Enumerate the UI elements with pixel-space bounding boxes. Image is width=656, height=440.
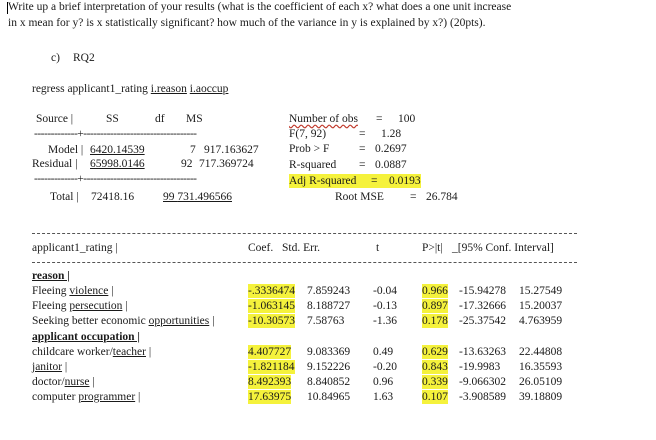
group-heading: applicant occupation | <box>32 331 140 343</box>
total-df: 99 <box>163 191 175 203</box>
row-label-sep: | <box>89 376 95 388</box>
coef-value: 8.492393 <box>248 376 292 388</box>
ci-low-value: -17.32666 <box>459 300 506 312</box>
residual-ms: 717.369724 <box>199 158 254 170</box>
anova-header-ms: MS <box>186 113 203 125</box>
row-label-term: programmer <box>78 391 136 403</box>
ci-high-value: 15.20037 <box>519 300 563 312</box>
p-value: 0.897 <box>422 300 448 312</box>
p-value: 0.339 <box>422 376 448 388</box>
se-value: 8.188727 <box>307 300 351 312</box>
anova-dashes-1: -------------+---------------------------------- <box>34 128 197 140</box>
t-value: 1.63 <box>373 391 394 403</box>
row-label-prefix: Fleeing <box>32 285 70 297</box>
t-value: -1.36 <box>373 315 397 327</box>
coef-header-ci <box>452 241 554 255</box>
ci-high-value: 15.27549 <box>519 285 563 297</box>
row-label-sep: | <box>135 391 141 403</box>
row-label-term: janitor <box>32 361 63 373</box>
ci-high-value: 16.35593 <box>519 361 563 373</box>
t-value: -0.04 <box>373 285 397 297</box>
p-value: 0.966 <box>422 285 448 297</box>
r2-label: R-squared <box>289 159 337 171</box>
row-label-prefix: childcare worker/ <box>32 346 113 358</box>
ci-high-value: 26.05109 <box>519 376 563 388</box>
row-label-term: violence <box>69 285 109 297</box>
row-label-term: persecution <box>69 300 123 312</box>
t-value: 0.96 <box>373 376 394 388</box>
prob-label: Prob > F <box>289 143 330 155</box>
nobs-label-text: Number of obs <box>289 113 358 125</box>
anova-header-ss: SS <box>106 113 119 125</box>
nobs-value: 100 <box>398 113 416 125</box>
se-value: 7.859243 <box>307 285 351 297</box>
ci-low-value: -13.63263 <box>459 346 506 358</box>
se-value: 9.152226 <box>307 361 351 373</box>
coef-header-dep: applicant1_rating | <box>32 242 118 254</box>
model-ms: 917.163627 <box>204 144 259 156</box>
coef-value: -10.30573 <box>248 315 295 327</box>
row-label <box>32 345 151 359</box>
coef-value: -1.821184 <box>248 361 295 373</box>
anova-header-df: df <box>155 113 165 125</box>
ci-high-value: 22.44808 <box>519 346 563 358</box>
p-value: 0.843 <box>422 361 448 373</box>
coef-header-p: P>|t| <box>422 242 443 254</box>
t-value: -0.13 <box>373 300 397 312</box>
se-value: 10.84965 <box>307 391 351 403</box>
adjr2-label: Adj R-squared <box>289 175 357 187</box>
model-label: Model | <box>48 144 84 156</box>
rmse-label: Root MSE <box>335 191 384 203</box>
anova-dashes-2: -------------+---------------------------------- <box>34 173 197 185</box>
se-value: 8.840852 <box>307 376 351 388</box>
adjr2-value: 0.0193 <box>389 175 421 187</box>
residual-df: 92 <box>181 158 193 170</box>
ci-low-value: -15.94278 <box>459 285 506 297</box>
total-ms: 731.496566 <box>177 191 232 203</box>
ci-low-value: -3.908589 <box>459 391 506 403</box>
f-eq: = <box>359 128 366 140</box>
residual-ss: 65998.0146 <box>90 158 145 170</box>
coef-header-ci-text: [95% Conf. Interval] <box>457 242 554 254</box>
total-ss: 72418.16 <box>91 191 135 203</box>
coef-header-se: Std. Err. <box>282 242 321 254</box>
ci-high-value: 39.18809 <box>519 391 563 403</box>
p-value: 0.629 <box>422 346 448 358</box>
row-label-sep: | <box>62 361 68 373</box>
p-value: 0.107 <box>422 391 448 403</box>
ci-low-value: -25.37542 <box>459 315 506 327</box>
row-label <box>32 284 114 298</box>
row-label-term: teacher <box>112 346 146 358</box>
total-label: Total | <box>50 191 79 203</box>
p-value: 0.178 <box>422 315 448 327</box>
row-label-sep: | <box>209 315 215 327</box>
command-prefix: regress applicant1_rating <box>32 83 151 95</box>
coef-value: -1.063145 <box>248 300 295 312</box>
ci-low-value: -19.9983 <box>459 361 501 373</box>
prob-eq: = <box>359 143 366 155</box>
r2-value: 0.0887 <box>375 159 407 171</box>
coef-rule-mid <box>32 262 577 263</box>
group-heading: reason | <box>32 270 70 282</box>
model-ss: 6420.14539 <box>90 144 145 156</box>
command-var-aoccup: i.aoccup <box>189 83 229 95</box>
coef-header-ci-prefix: _ <box>452 242 458 254</box>
rmse-value: 26.784 <box>426 191 458 203</box>
r2-eq: = <box>359 159 366 171</box>
residual-label: Residual | <box>32 158 78 170</box>
row-label-sep: | <box>145 346 152 358</box>
regress-command <box>32 82 228 96</box>
f-value: 1.28 <box>381 128 402 140</box>
row-label-sep: | <box>122 300 128 312</box>
row-label <box>32 390 140 404</box>
total-df-ms <box>163 190 232 204</box>
row-label <box>32 360 67 374</box>
row-label <box>32 314 214 328</box>
row-label-prefix: Fleeing <box>32 300 70 312</box>
coef-rule-top <box>32 233 577 234</box>
adjr2-eq: = <box>371 175 378 187</box>
question-line-2: in x mean for y? is x statistically significant? how much of the variance in y is explained by x?) (20pts). <box>8 17 486 29</box>
coef-value: -.3336474 <box>248 285 295 297</box>
f-label: F(7, 92) <box>289 128 327 140</box>
rmse-eq: = <box>410 191 417 203</box>
se-value: 7.58763 <box>307 315 345 327</box>
nobs-label <box>289 112 358 126</box>
row-label-prefix: Seeking better economic <box>32 315 149 327</box>
ci-high-value: 4.763959 <box>519 315 563 327</box>
row-label <box>32 375 95 389</box>
row-label-prefix: computer <box>32 391 79 403</box>
ci-low-value: -9.066302 <box>459 376 506 388</box>
coef-header-coef: Coef. <box>248 242 274 254</box>
row-label-prefix: doctor/ <box>32 376 65 388</box>
coef-value: 4.407727 <box>248 346 292 358</box>
anova-header-source: Source | <box>36 113 74 125</box>
section-label: c) <box>51 52 60 64</box>
coef-header-t: t <box>376 242 380 254</box>
coef-value: 17.63975 <box>248 391 292 403</box>
t-value: -0.20 <box>373 361 397 373</box>
row-label-term: opportunities <box>148 315 210 327</box>
nobs-eq: = <box>376 113 383 125</box>
t-value: 0.49 <box>373 346 394 358</box>
prob-value: 0.2697 <box>375 143 407 155</box>
question-line-1: Write up a brief interpretation of your results (what is the coefficient of each x? what does a one unit increase <box>8 1 512 13</box>
model-df: 7 <box>190 144 196 156</box>
se-value: 9.083369 <box>307 346 351 358</box>
section-title: RQ2 <box>73 52 95 64</box>
row-label <box>32 299 128 313</box>
row-label-term: nurse <box>64 376 90 388</box>
command-var-reason: i.reason <box>150 83 187 95</box>
row-label-sep: | <box>108 285 114 297</box>
